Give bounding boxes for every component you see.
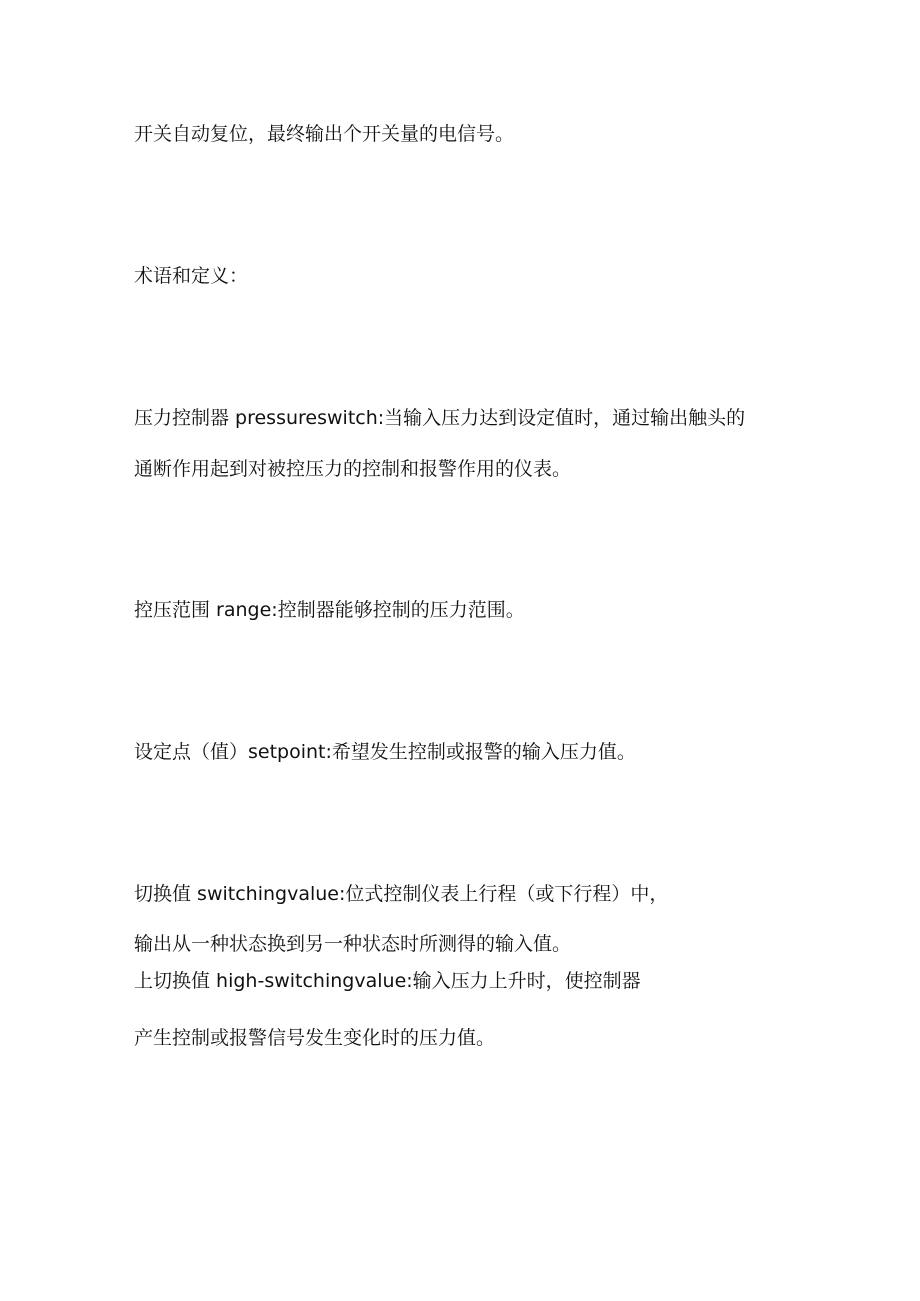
definition-high-switching-value-line-1: 上切换值 high-switchingvalue:输入压力上升时，使控制器 bbox=[134, 970, 641, 992]
definition-switching-value-line-1: 切换值 switchingvalue:位式控制仪表上行程（或下行程）中， bbox=[134, 883, 669, 905]
definition-switching-value-line-2: 输出从一种状态换到另一种状态时所测得的输入值。 bbox=[134, 933, 572, 955]
definition-range: 控压范围 range:控制器能够控制的压力范围。 bbox=[134, 599, 525, 621]
definition-pressure-switch-line-2: 通断作用起到对被控压力的控制和报警作用的仪表。 bbox=[134, 458, 572, 480]
heading-terms-and-definitions: 术语和定义： bbox=[134, 265, 249, 287]
definition-setpoint: 设定点（值）setpoint:希望发生控制或报警的输入压力值。 bbox=[134, 741, 636, 763]
definition-pressure-switch-line-1: 压力控制器 pressureswitch:当输入压力达到设定值时，通过输出触头的 bbox=[134, 407, 746, 429]
definition-high-switching-value-line-2: 产生控制或报警信号发生变化时的压力值。 bbox=[134, 1027, 496, 1049]
text-line-auto-reset: 开关自动复位，最终输出个开关量的电信号。 bbox=[134, 123, 515, 145]
